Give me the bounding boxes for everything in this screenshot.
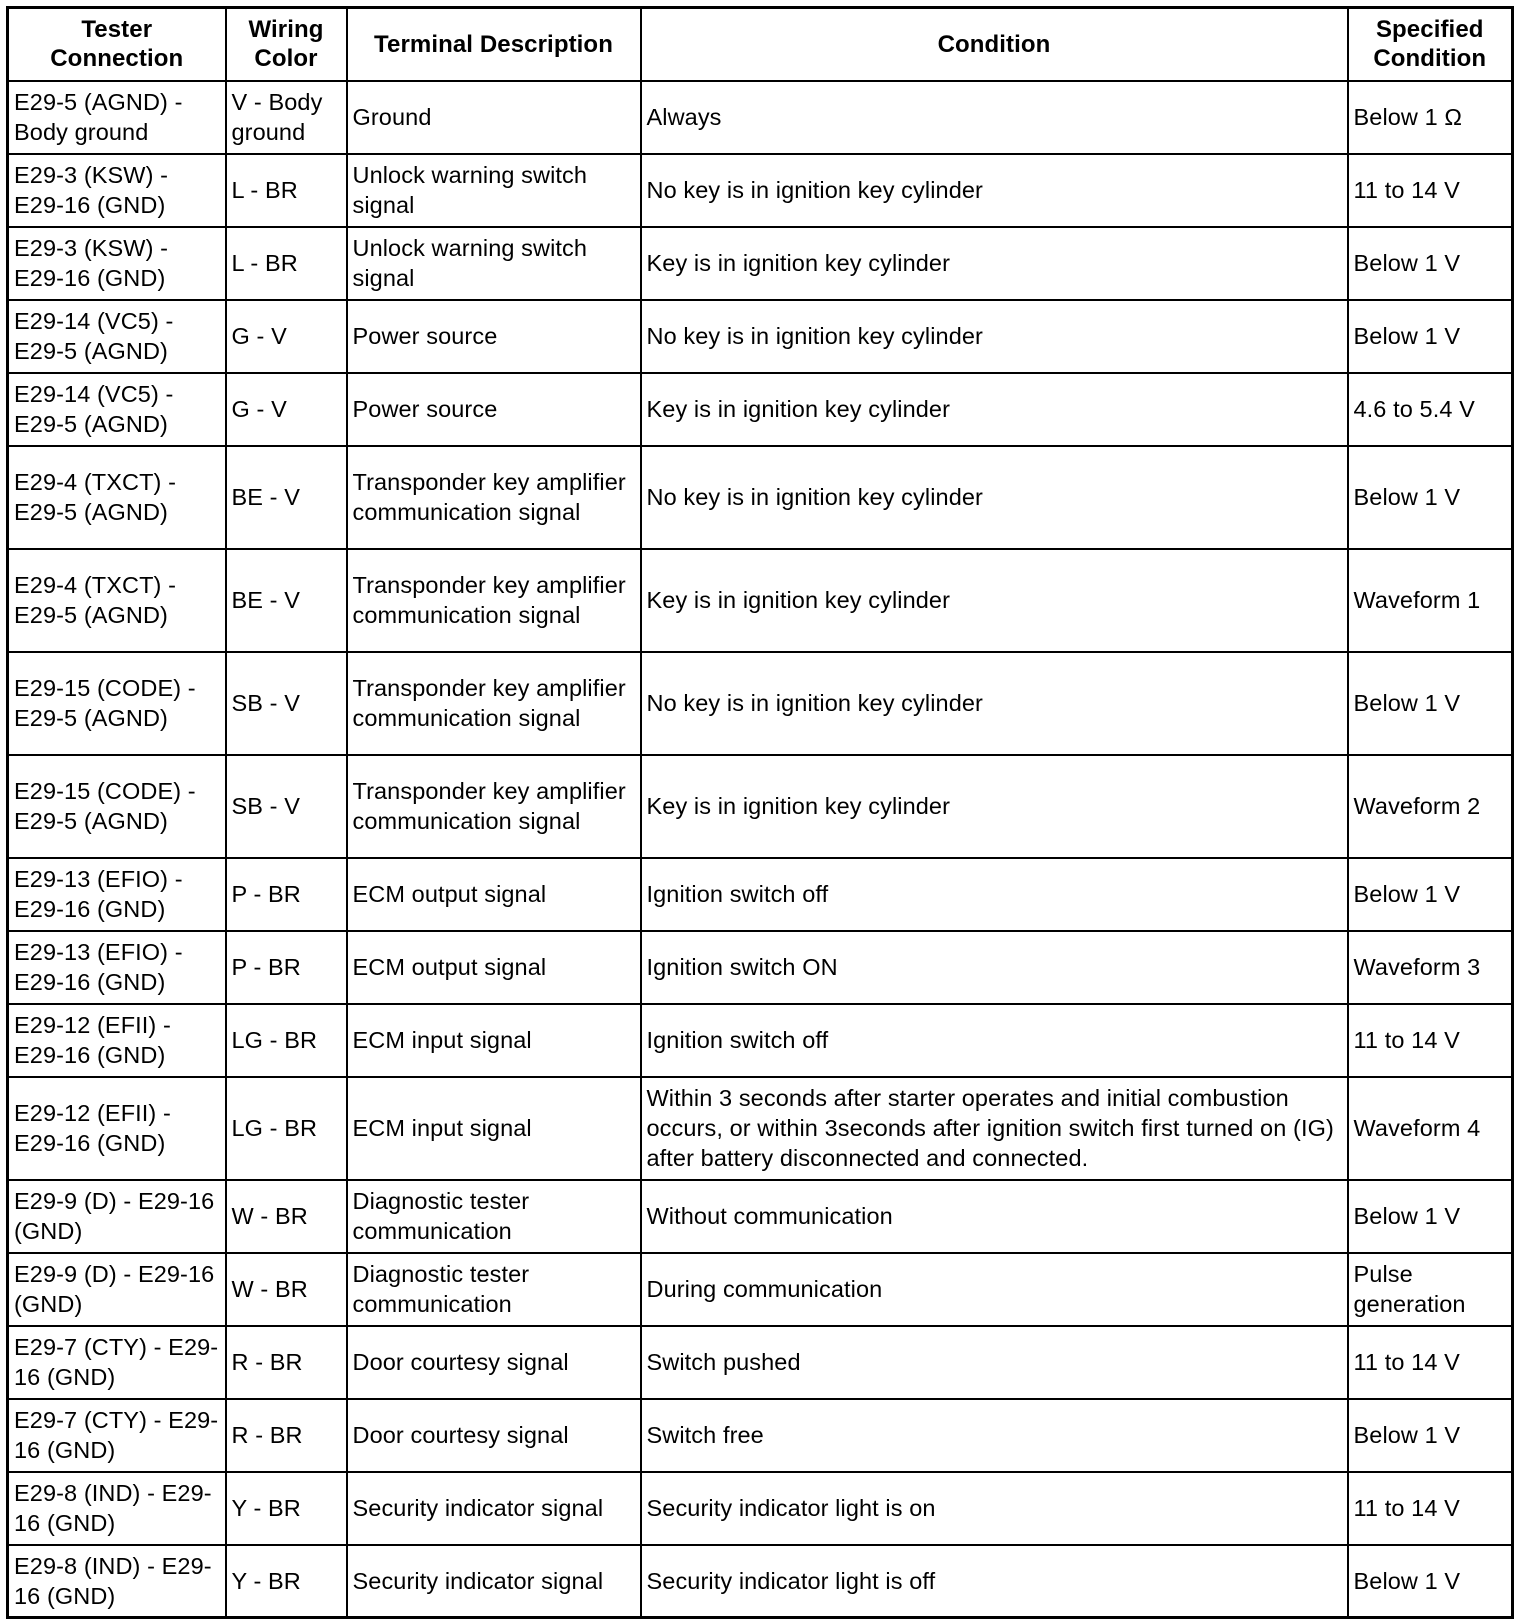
wiring-color-cell: LG - BR — [226, 1004, 347, 1077]
specified-condition-cell: 11 to 14 V — [1348, 1004, 1513, 1077]
wiring-color-cell: BE - V — [226, 549, 347, 652]
wiring-color-cell: L - BR — [226, 227, 347, 300]
terminal-description-cell: Transponder key amplifier communication signal — [347, 755, 641, 858]
specified-condition-cell: Below 1 Ω — [1348, 81, 1513, 154]
tester-connection-cell: E29-7 (CTY) - E29-16 (GND) — [8, 1399, 226, 1472]
table-row — [8, 154, 1513, 227]
wiring-color-cell: W - BR — [226, 1253, 347, 1326]
specified-condition-cell: Below 1 V — [1348, 652, 1513, 755]
wiring-color-cell: SB - V — [226, 755, 347, 858]
header-terminal-description: Terminal Description — [347, 8, 641, 81]
specified-condition-cell: 11 to 14 V — [1348, 154, 1513, 227]
terminal-description-cell: ECM output signal — [347, 931, 641, 1004]
terminal-description-cell: Door courtesy signal — [347, 1326, 641, 1399]
header-wiring-color: Wiring Color — [226, 8, 347, 81]
terminal-description-cell: Transponder key amplifier communication signal — [347, 652, 641, 755]
table-row — [8, 1253, 1513, 1326]
terminal-description-cell: Door courtesy signal — [347, 1399, 641, 1472]
terminal-description-cell: ECM input signal — [347, 1077, 641, 1180]
condition-cell: Key is in ignition key cylinder — [641, 373, 1348, 446]
condition-cell: Within 3 seconds after starter operates and initial combustion occurs, or within 3seconds after ignition switch first turned on (IG) after battery disconnected and connected. — [641, 1077, 1348, 1180]
tester-connection-cell: E29-13 (EFIO) - E29-16 (GND) — [8, 858, 226, 931]
terminal-description-cell: Security indicator signal — [347, 1472, 641, 1545]
wiring-color-cell: LG - BR — [226, 1077, 347, 1180]
tester-connection-cell: E29-14 (VC5) - E29-5 (AGND) — [8, 373, 226, 446]
table-row — [8, 1180, 1513, 1253]
wiring-color-cell: W - BR — [226, 1180, 347, 1253]
tester-connection-cell: E29-3 (KSW) - E29-16 (GND) — [8, 154, 226, 227]
tester-connection-cell: E29-15 (CODE) - E29-5 (AGND) — [8, 652, 226, 755]
specified-condition-cell: Below 1 V — [1348, 1399, 1513, 1472]
header-specified-condition: Specified Condition — [1348, 8, 1513, 81]
condition-cell: Always — [641, 81, 1348, 154]
tester-connection-cell: E29-9 (D) - E29-16 (GND) — [8, 1253, 226, 1326]
specified-condition-cell: 4.6 to 5.4 V — [1348, 373, 1513, 446]
condition-cell: Security indicator light is off — [641, 1545, 1348, 1618]
wiring-color-cell: Y - BR — [226, 1472, 347, 1545]
condition-cell: No key is in ignition key cylinder — [641, 154, 1348, 227]
terminal-description-cell: Transponder key amplifier communication signal — [347, 549, 641, 652]
wiring-color-cell: R - BR — [226, 1326, 347, 1399]
wiring-color-cell: P - BR — [226, 858, 347, 931]
table-row — [8, 81, 1513, 154]
wiring-color-cell: BE - V — [226, 446, 347, 549]
table-row — [8, 549, 1513, 652]
condition-cell: Ignition switch off — [641, 1004, 1348, 1077]
specified-condition-cell: Below 1 V — [1348, 858, 1513, 931]
specified-condition-cell: 11 to 14 V — [1348, 1472, 1513, 1545]
tester-connection-cell: E29-4 (TXCT) - E29-5 (AGND) — [8, 549, 226, 652]
table-row — [8, 1326, 1513, 1399]
condition-cell: Switch free — [641, 1399, 1348, 1472]
table-row — [8, 1399, 1513, 1472]
condition-cell: No key is in ignition key cylinder — [641, 300, 1348, 373]
condition-cell: During communication — [641, 1253, 1348, 1326]
specified-condition-cell: Below 1 V — [1348, 1180, 1513, 1253]
tester-connection-cell: E29-14 (VC5) - E29-5 (AGND) — [8, 300, 226, 373]
tester-connection-cell: E29-7 (CTY) - E29-16 (GND) — [8, 1326, 226, 1399]
table-row — [8, 1472, 1513, 1545]
wiring-color-cell: G - V — [226, 373, 347, 446]
tester-connection-cell: E29-3 (KSW) - E29-16 (GND) — [8, 227, 226, 300]
terminal-description-cell: Power source — [347, 300, 641, 373]
table-row — [8, 227, 1513, 300]
terminal-description-cell: Unlock warning switch signal — [347, 154, 641, 227]
terminal-inspection-table — [6, 6, 1514, 1619]
specified-condition-cell: Pulse generation — [1348, 1253, 1513, 1326]
tester-connection-cell: E29-8 (IND) - E29-16 (GND) — [8, 1545, 226, 1618]
terminal-description-cell: Diagnostic tester communication — [347, 1180, 641, 1253]
header-condition: Condition — [641, 8, 1348, 81]
terminal-description-cell: ECM input signal — [347, 1004, 641, 1077]
table-row — [8, 446, 1513, 549]
condition-cell: Key is in ignition key cylinder — [641, 549, 1348, 652]
specified-condition-cell: Below 1 V — [1348, 1545, 1513, 1618]
table-row — [8, 652, 1513, 755]
tester-connection-cell: E29-15 (CODE) - E29-5 (AGND) — [8, 755, 226, 858]
terminal-description-cell: Ground — [347, 81, 641, 154]
wiring-color-cell: Y - BR — [226, 1545, 347, 1618]
condition-cell: Ignition switch off — [641, 858, 1348, 931]
table-row — [8, 1077, 1513, 1180]
condition-cell: Without communication — [641, 1180, 1348, 1253]
specified-condition-cell: 11 to 14 V — [1348, 1326, 1513, 1399]
table-row — [8, 755, 1513, 858]
table-row — [8, 858, 1513, 931]
terminal-description-cell: Unlock warning switch signal — [347, 227, 641, 300]
terminal-description-cell: ECM output signal — [347, 858, 641, 931]
table-row — [8, 373, 1513, 446]
terminal-description-cell: Security indicator signal — [347, 1545, 641, 1618]
tester-connection-cell: E29-5 (AGND) - Body ground — [8, 81, 226, 154]
tester-connection-cell: E29-12 (EFII) - E29-16 (GND) — [8, 1004, 226, 1077]
tester-connection-cell: E29-9 (D) - E29-16 (GND) — [8, 1180, 226, 1253]
tester-connection-cell: E29-8 (IND) - E29-16 (GND) — [8, 1472, 226, 1545]
specified-condition-cell: Waveform 1 — [1348, 549, 1513, 652]
table-row — [8, 931, 1513, 1004]
condition-cell: Key is in ignition key cylinder — [641, 755, 1348, 858]
condition-cell: Switch pushed — [641, 1326, 1348, 1399]
condition-cell: No key is in ignition key cylinder — [641, 652, 1348, 755]
terminal-description-cell: Transponder key amplifier communication signal — [347, 446, 641, 549]
wiring-color-cell: V - Body ground — [226, 81, 347, 154]
condition-cell: No key is in ignition key cylinder — [641, 446, 1348, 549]
terminal-description-cell: Diagnostic tester communication — [347, 1253, 641, 1326]
table-row — [8, 300, 1513, 373]
tester-connection-cell: E29-13 (EFIO) - E29-16 (GND) — [8, 931, 226, 1004]
wiring-color-cell: R - BR — [226, 1399, 347, 1472]
condition-cell: Ignition switch ON — [641, 931, 1348, 1004]
terminal-description-cell: Power source — [347, 373, 641, 446]
specified-condition-cell: Below 1 V — [1348, 446, 1513, 549]
wiring-color-cell: L - BR — [226, 154, 347, 227]
table-row — [8, 1545, 1513, 1618]
specified-condition-cell: Waveform 2 — [1348, 755, 1513, 858]
specified-condition-cell: Waveform 4 — [1348, 1077, 1513, 1180]
condition-cell: Security indicator light is on — [641, 1472, 1348, 1545]
tester-connection-cell: E29-12 (EFII) - E29-16 (GND) — [8, 1077, 226, 1180]
specified-condition-cell: Below 1 V — [1348, 227, 1513, 300]
specified-condition-cell: Waveform 3 — [1348, 931, 1513, 1004]
terminal-inspection-table-container — [6, 6, 1511, 1609]
wiring-color-cell: SB - V — [226, 652, 347, 755]
table-header-row — [8, 8, 1513, 81]
table-body — [8, 81, 1513, 1618]
table-row — [8, 1004, 1513, 1077]
tester-connection-cell: E29-4 (TXCT) - E29-5 (AGND) — [8, 446, 226, 549]
wiring-color-cell: G - V — [226, 300, 347, 373]
header-tester-connection: Tester Connection — [8, 8, 226, 81]
specified-condition-cell: Below 1 V — [1348, 300, 1513, 373]
wiring-color-cell: P - BR — [226, 931, 347, 1004]
condition-cell: Key is in ignition key cylinder — [641, 227, 1348, 300]
